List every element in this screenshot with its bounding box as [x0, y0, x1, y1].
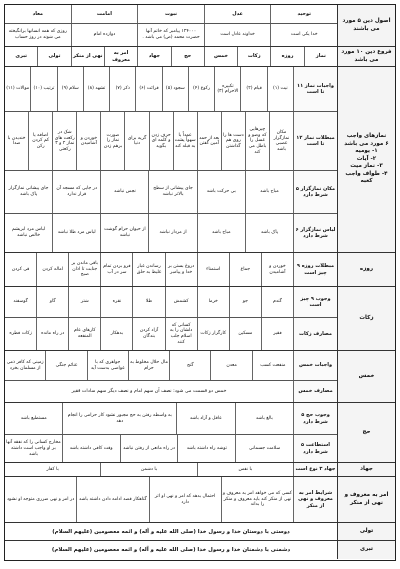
- zakat-masraf-item: کارگزار زکات: [197, 318, 229, 350]
- mubtilat-item: اضافه یا کم کردن رکن: [28, 112, 52, 170]
- mubtilat-item: بعد از حمد آمین گفتن: [197, 112, 221, 170]
- ruze-item: استمناء: [197, 253, 229, 286]
- khums-masraf-label: مصارف خمس: [293, 381, 337, 402]
- usul-row: [5, 5, 395, 47]
- furu-header: جهاد: [137, 47, 170, 66]
- zakat-masraf-item: آزاد کردن بندگان: [132, 318, 164, 350]
- zakat-masraf-label: مصارف زکات: [293, 318, 337, 350]
- libas-item: لباس مرد طلا نباشد: [52, 214, 100, 252]
- ruze-item: رساندن غبار غلیظ به حلق: [132, 253, 164, 286]
- zakat-masraf-item: کارهای عام المنفعه: [68, 318, 100, 350]
- wajib-note: ۶ مورد می باشد: [344, 140, 389, 147]
- khums-wajib-label: واجبات خمس: [293, 351, 337, 380]
- jihad-row: [5, 463, 395, 477]
- khums-wajib-item: غنائم جنگی: [45, 351, 86, 380]
- wajib-item: ۱- یومیه: [355, 148, 378, 155]
- wajibat-item: قیام (۲): [240, 67, 266, 111]
- ruze-sub-label: مبطلات روزه ۹ چیز است: [293, 253, 337, 286]
- hajj-wujub-label: وجوب حج ۵ شرط دارد: [293, 403, 337, 434]
- makan-item: بی حرکت باشد: [197, 171, 245, 213]
- mubtilat-item: مکان نمازگزار غصبی باشد: [269, 112, 293, 170]
- amr-item: احتمال بدهد که امر و نهی او اثر دارد: [149, 477, 221, 522]
- amr-title: امر به معروف و نهی از منکر: [337, 477, 395, 522]
- zakat-note: زکات فطره: [9, 331, 32, 337]
- mubtilat-item: حرف زدن و کلمه ای بگوید: [149, 112, 173, 170]
- hajj-istitaat-item: در راه مانعی از رفتن نباشد: [120, 435, 178, 462]
- khums-wajib-item: زمینی که کافر ذمی از مسلمان بخرد: [6, 359, 44, 371]
- zakat-wajib-item: شتر: [68, 287, 100, 317]
- ruze-item: خوردن و آشامیدن: [261, 253, 293, 286]
- libas-item: مباح باشد: [197, 214, 245, 252]
- jihad-item: با دشمن: [100, 463, 196, 476]
- usul-desc: خداوند عادل است: [204, 24, 271, 47]
- ruze-item: جماع: [229, 253, 261, 286]
- libas-item: پاک باشد: [245, 214, 293, 252]
- mubtilat-item: شک در رکعت های نماز ۲ و ۳ رکعتی: [52, 112, 76, 170]
- furu-header: تبری: [15, 53, 27, 60]
- zakat-wajib-item: طلا: [132, 287, 164, 317]
- usul-title: اصول دین ۵ مورد می باشند: [337, 5, 395, 46]
- usul-headers: [5, 5, 337, 24]
- makan-item: نجس نباشد: [100, 171, 148, 213]
- wajibat-item: تکبیره الاحرام (۳): [214, 67, 240, 111]
- zakat-masraf-item: بدهکار: [100, 318, 132, 350]
- khums-wajib-item: گنج: [169, 351, 210, 380]
- mubtilat-item: صورت نماز را برهم زدن: [100, 112, 124, 170]
- ruze-item: دروغ بستن بر خدا و پیامبر: [165, 253, 197, 286]
- usul-desc: ۱۲۴۰۰۰ پیامبر که خاتم آنها حضرت محمد (ص) می باشد .: [137, 24, 204, 47]
- mubtilat-item: دست ها را روی هم گذاشتن: [221, 112, 245, 170]
- zakat-wajib-item: خرما: [197, 287, 229, 317]
- mubtilat-item: چیزهایی که وضو و غسل را باطل می کند: [245, 112, 269, 170]
- usul-header: عدل: [204, 5, 271, 23]
- wajib-item: ۴- طواف واجب کعبه: [345, 170, 388, 185]
- furu-header: نماز: [304, 47, 337, 66]
- wajibat-item: تشهد (۸): [83, 67, 109, 111]
- usul-header: معاد: [32, 10, 44, 17]
- hajj-istitaat-item: وقت کافی داشته باشد: [62, 435, 120, 462]
- hajj-istitaat-item: سلامت جسمانی: [235, 435, 293, 462]
- wajibat-item: سجود (۵): [162, 67, 188, 111]
- tawalli-row: [5, 523, 395, 541]
- zakat-wajib-item: کشمش: [165, 287, 197, 317]
- zakat-masraf-item: در راه مانده: [36, 318, 68, 350]
- khums-masraf-text: خمس دو قسمت می شود: نصف آن سهم امام و نصف دیگر سهم سادات فقیر: [71, 389, 227, 395]
- khums-wajib-item: مال حلال مخلوط به حرام: [128, 351, 169, 380]
- zakat-wajib-label: وجوب ۹ چیز است: [293, 287, 337, 317]
- zakat-wajib-item: گاو: [36, 287, 68, 317]
- wajibat-item: موالات (۱۱): [6, 86, 30, 92]
- hajj-wujub-item: به واسطه رفتن به حج مجبور نشود کار حرامی را انجام دهد: [62, 403, 176, 434]
- usul-desc: روزی که همه انسانها برانگیخته می شوند در روز حساب: [8, 29, 67, 40]
- hajj-istitaat-item: توشه راه داشته باشد: [177, 435, 235, 462]
- makan-label: مکان نمازگزار ۵ شرط دارد: [293, 171, 337, 213]
- mubtilat-item: خوردن و آشامیدن: [76, 112, 100, 170]
- hajj-wujub-item: مستطیع باشد: [20, 415, 47, 421]
- wajibat-item: ترتیب (۱۰): [30, 67, 56, 111]
- tabarri-text: دشمنی با دشمنان خدا و رسول خدا (صلی الله علیه و آله) و ائمه معصومین (علیهم السلام): [51, 547, 291, 553]
- jihad-item: با کفار: [46, 466, 59, 472]
- usul-header: نبوت: [137, 5, 204, 23]
- libas-item: از حیوان حرام گوشت نباشد: [100, 214, 148, 252]
- hajj-title: حج: [337, 403, 395, 462]
- furu-header: خمس: [204, 47, 237, 66]
- zakat-wajib-item: نقره: [100, 287, 132, 317]
- khums-wajib-item: معدن: [210, 351, 251, 380]
- hajj-wujub-item: عاقل و آزاد باشد: [176, 403, 234, 434]
- furu-header: زکات: [237, 47, 270, 66]
- wajibat-item: رکوع (۴): [188, 67, 214, 111]
- ruze-item: باقی ماندن بر جنابت تا اذان صبح: [68, 253, 100, 286]
- khums-wajib-item: منفعت کسب: [252, 351, 293, 380]
- ruze-title: روزه: [337, 253, 395, 286]
- zakat-wajib: [5, 287, 337, 318]
- namaz-side: [337, 67, 395, 252]
- furu-header: نهی از منکر: [71, 47, 104, 66]
- furu-header: روزه: [270, 47, 303, 66]
- jihad-item: با نفس: [197, 463, 293, 476]
- wajib-item: ۳- نماز میت: [350, 163, 383, 170]
- ruze-item: اماله کردن: [36, 253, 68, 286]
- wajib-title: نمازهای واجب: [346, 133, 387, 140]
- religious-chart-sheet: [4, 4, 396, 561]
- usul-header: امامت: [71, 5, 138, 23]
- makan-item: جای پیشانی نمازگزار پاک باشد: [8, 186, 49, 197]
- hajj-wujub: [5, 403, 337, 435]
- hajj-wujub-item: بالغ باشد: [235, 403, 293, 434]
- khums-row: [5, 351, 395, 403]
- jihad-types: [5, 463, 337, 476]
- ruze-row: [5, 253, 395, 287]
- tabarri-row: [5, 541, 395, 559]
- furu-title: فروع دین ۱۰ مورد می باشد: [337, 47, 395, 66]
- mubtilat-namaz: [5, 112, 337, 171]
- hajj-istitaat-label: استطاعت ۵ شرط دارد: [293, 435, 337, 462]
- usul-desc: خدا یکی است: [270, 24, 337, 47]
- tabarri-title: تبری: [337, 541, 395, 559]
- libas-item: لباس مرد ابریشم خالص نباشد: [11, 227, 46, 238]
- jihad-sub-label: جهاد ۳ نوع است: [293, 463, 337, 476]
- khums-title: خمس: [337, 351, 395, 402]
- amr-item: کسی که می خواهد امر به معروف و نهی از منکر کند باید معروف و منکر را بداند: [221, 477, 293, 522]
- khums-wajib-item: جواهری که با غواصی بدست آید: [87, 351, 128, 380]
- makan-item: در جایی که مسجد آن قرار ندارد: [52, 171, 100, 213]
- ruze-mubtilat: [5, 253, 337, 286]
- furu-row: [5, 47, 395, 67]
- amr-item: در امر و نهی ضرری متوجه او نشود: [7, 496, 75, 502]
- zakat-masraf-item: فقیر: [261, 318, 293, 350]
- makan-item: جای پیشانی از سطح بالاتر نباشد: [148, 171, 196, 213]
- furu-header: حج: [171, 47, 204, 66]
- amr-sub-label: شرایط امر به معروف و نهی از منکر: [293, 477, 337, 522]
- libas-item: از مردار نباشد: [148, 214, 196, 252]
- zakat-wajib-item: گندم: [261, 287, 293, 317]
- tawalli-text: دوستی با دوستان خدا و رسول خدا (صلی الله علیه و آله) و ائمه معصومین (علیهم السلام): [52, 528, 290, 535]
- mubtilat-item: گریه برای دنیا: [124, 112, 148, 170]
- wajibat-item: ذکر (۷): [109, 67, 135, 111]
- zakat-wajib-item: جو: [229, 287, 261, 317]
- makan-item: مباح باشد: [245, 171, 293, 213]
- furu-headers: [5, 47, 337, 66]
- ruze-item: فرو بردن تمام سر در آب: [100, 253, 132, 286]
- wajibat-item: سلام (۹): [57, 67, 83, 111]
- furu-header: امر به معروف: [104, 47, 137, 66]
- hajj-istitaat-item: مخارج کسانی را که نفقه آنها بر او واجب است داشته باشد: [6, 440, 61, 457]
- amr-row: [5, 477, 395, 523]
- usul-descs: [5, 24, 337, 47]
- ruze-item: قی کردن: [11, 266, 30, 272]
- mubtilat-label: مبطلات نماز ۱۲ تا است: [293, 112, 337, 170]
- zakat-masraf: [5, 318, 337, 350]
- khums-masraf: [5, 381, 337, 402]
- makan-namaz: [5, 171, 337, 214]
- zakat-title: زکات: [337, 287, 395, 350]
- wajibat-label: واجبات نماز ۱۱ تا است: [293, 67, 337, 111]
- zakat-wajib-item: گوسفند: [13, 299, 28, 305]
- khums-wajib: [5, 351, 337, 381]
- amr-conditions: [5, 477, 337, 522]
- hajj-istitaat: [5, 435, 337, 462]
- zakat-row: [5, 287, 395, 351]
- furu-header: تولی: [37, 47, 70, 66]
- zakat-masraf-item: کسانی که دلشان را به اسلام جلب کنند: [165, 318, 197, 350]
- libas-namaz: [5, 214, 337, 252]
- usul-header: توحید: [270, 5, 337, 23]
- wajibat-item: نیت (۱): [267, 67, 293, 111]
- jihad-title: جهاد: [337, 463, 395, 476]
- libas-label: لباس نمازگزار ۶ شرط دارد: [293, 214, 337, 252]
- hajj-row: [5, 403, 395, 463]
- mubtilat-item: خندیدن با صدا: [7, 135, 26, 147]
- tawalli-title: تولی: [337, 523, 395, 540]
- amr-item: گناهکار قصد ادامه دادن داشته باشد: [76, 477, 148, 522]
- wajibat-item: قرائت (۶): [135, 67, 161, 111]
- namaz-row: [5, 67, 395, 253]
- mubtilat-item: عمداً یا سهواً پشت به قبله کند: [173, 112, 197, 170]
- wajib-item: ۲- آیات: [356, 155, 377, 162]
- usul-desc: دوازده امام: [71, 24, 138, 47]
- zakat-masraf-item: مسکین: [229, 318, 261, 350]
- wajibat-namaz: [5, 67, 337, 112]
